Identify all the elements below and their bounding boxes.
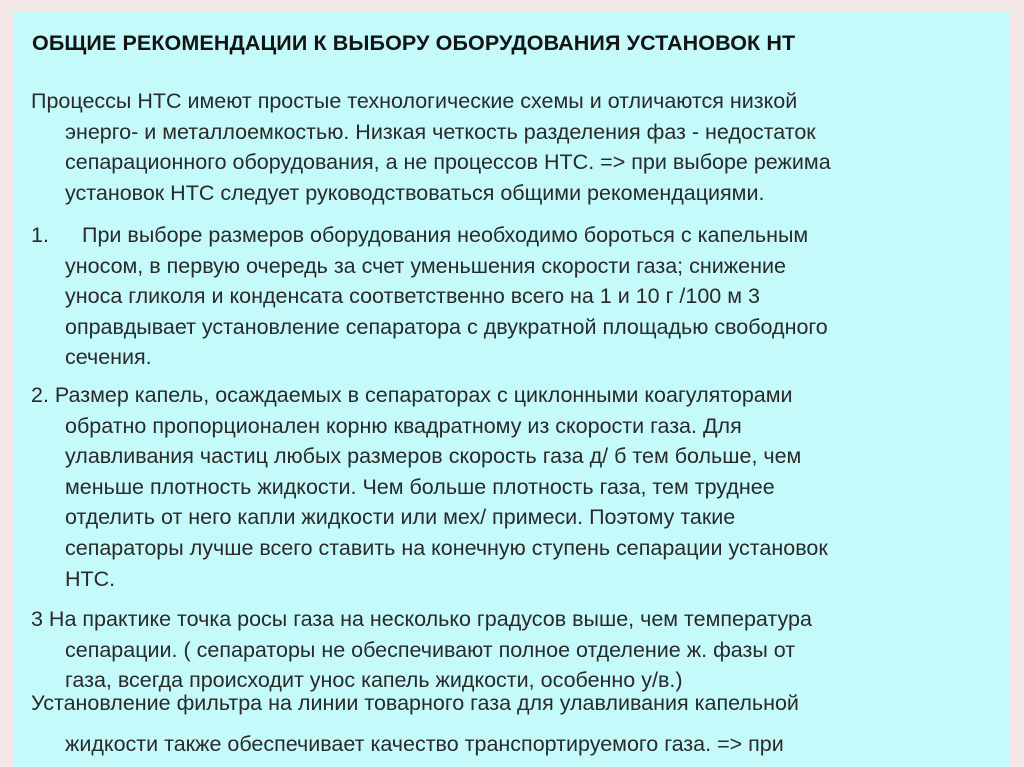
list-item-line: отделить от него капли жидкости или мех/ примеси. Поэтому такие (65, 505, 736, 530)
list-item-line: 3 На практике точка росы газа на несколько градусов выше, чем температура (31, 607, 812, 631)
list-item-text: При выборе размеров оборудования необходимо бороться с капельным (82, 223, 809, 247)
list-item-3 (31, 604, 812, 696)
list-item-line: уноса гликоля и конденсата соответственно всего на 1 и 10 г /100 м 3 (65, 284, 760, 309)
list-item-line: улавливания частиц любых размеров скорость газа д/ б тем больше, чем (65, 444, 802, 469)
closing-paragraph (31, 688, 799, 759)
intro-line: сепарационного оборудования, а не процессов НТС. => при выборе режима (65, 150, 831, 175)
list-item-line: сепараторы лучше всего ставить на конечную ступень сепарации установок (65, 535, 828, 560)
list-item-1 (31, 220, 828, 373)
intro-line: установок НТС следует руководствоваться общими рекомендациями. (65, 180, 765, 205)
list-item-line: уносом, в первую очередь за счет уменьшения скорости газа; снижение (65, 253, 786, 278)
closing-line: жидкости также обеспечивает качество транспортируемого газа. => при (65, 731, 784, 756)
slide (14, 12, 1010, 767)
intro-line: энерго- и металлоемкостью. Низкая четкость разделения фаз - недостаток (65, 119, 816, 144)
list-item-line: оправдывает установление сепаратора с двукратной площадью свободного (65, 314, 828, 339)
list-item-2 (31, 380, 828, 594)
list-item-line: 2. Размер капель, осаждаемых в сепараторах с циклонными коагуляторами (31, 383, 793, 407)
intro-line: Процессы НТС имеют простые технологические схемы и отличаются низкой (31, 89, 798, 113)
list-item-line: сепарации. ( сепараторы не обеспечивают полное отделение ж. фазы от (65, 637, 796, 662)
list-item-line: НТС. (65, 566, 116, 591)
slide-title: ОБЩИЕ РЕКОМЕНДАЦИИ К ВЫБОРУ ОБОРУДОВАНИЯ УСТАНОВОК НТ (32, 31, 796, 55)
intro-paragraph (31, 86, 831, 208)
list-item-number: 1. (31, 223, 49, 247)
closing-line: Установление фильтра на линии товарного газа для улавливания капельной (31, 691, 799, 715)
list-item-line: обратно пропорционален корню квадратному из скорости газа. Для (65, 413, 742, 438)
list-item-line: сечения. (65, 345, 152, 370)
list-item-line: газа, всегда происходит унос капель жидкости, особенно у/в.) (65, 668, 683, 693)
list-item-line: меньше плотность жидкости. Чем больше плотность газа, тем труднее (65, 474, 775, 499)
list-item-line (31, 220, 828, 251)
